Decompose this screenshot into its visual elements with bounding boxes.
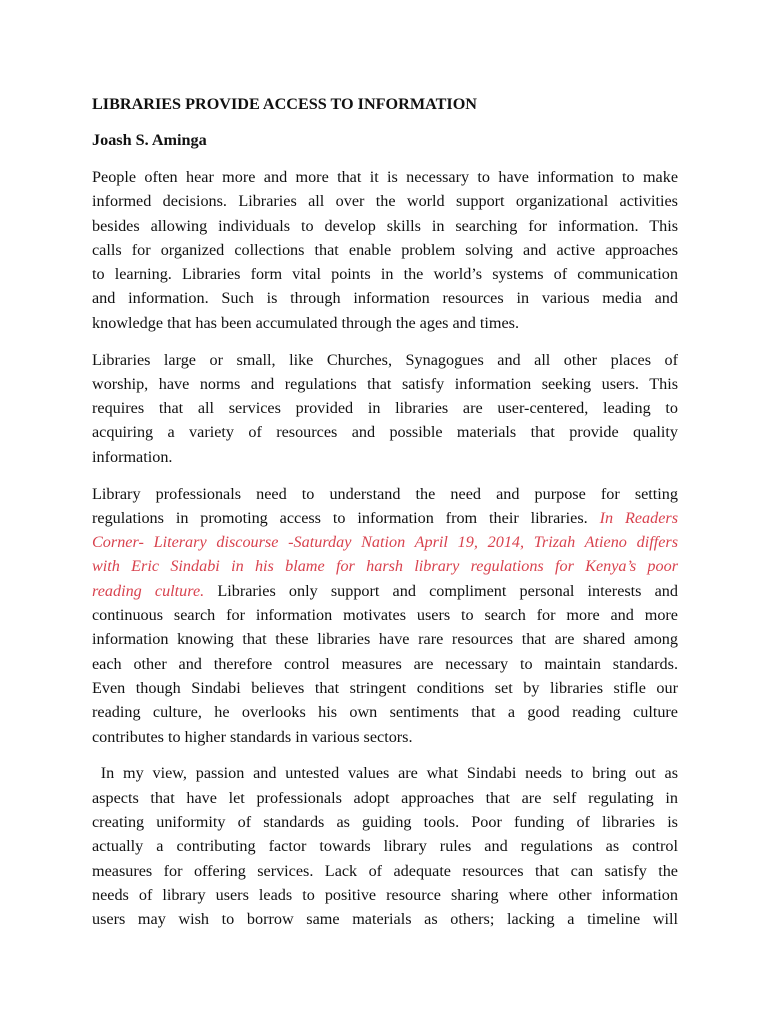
- body-text: needs of library users leads to positive resource sharing where other information: [92, 885, 678, 904]
- text-line: [92, 286, 678, 310]
- body-text: creating uniformity of standards as guiding tools. Poor funding of libraries is: [92, 812, 678, 831]
- citation-text: reading culture.: [92, 581, 205, 600]
- text-line: [92, 786, 678, 810]
- text-line: [92, 834, 678, 858]
- body-text: Even though Sindabi believes that stringent conditions set by libraries stifle our: [92, 678, 678, 697]
- document-body: [92, 165, 678, 931]
- body-text: and information. Such is through information resources in various media and: [92, 289, 678, 308]
- body-text: users may wish to borrow same materials as others; lacking a timeline will: [92, 910, 678, 929]
- text-line: [92, 579, 678, 603]
- paragraph: [92, 165, 678, 335]
- body-text: actually a contributing factor towards library rules and regulations as control: [92, 837, 678, 856]
- text-line: [92, 262, 678, 286]
- text-line: [92, 554, 678, 578]
- document-author: Joash S. Aminga: [92, 131, 207, 149]
- text-line: [92, 238, 678, 262]
- body-text: contributes to higher standards in various sectors.: [92, 727, 413, 746]
- body-text: In my view, passion and untested values are what Sindabi needs to bring out as: [92, 764, 678, 783]
- body-text: People often hear more and more that it is necessary to have information to make: [92, 168, 678, 186]
- body-text: Library professionals need to understand the need and purpose for setting: [92, 484, 678, 503]
- body-text: Libraries large or small, like Churches, Synagogues and all other places of: [92, 350, 678, 369]
- citation-text: Corner- Literary discourse -Saturday Nation April 19, 2014, Trizah Atieno differs: [92, 533, 678, 552]
- text-line: [92, 189, 678, 213]
- text-line: [92, 311, 678, 335]
- body-text: information knowing that these libraries have rare resources that are shared among: [92, 630, 678, 649]
- text-line: [92, 603, 678, 627]
- paragraph: [92, 761, 678, 931]
- text-line: [92, 165, 678, 189]
- document-title: LIBRARIES PROVIDE ACCESS TO INFORMATION: [92, 95, 477, 113]
- body-text: each other and therefore control measures are necessary to maintain standards.: [92, 654, 678, 673]
- body-text: Libraries only support and compliment personal interests and: [204, 581, 678, 600]
- body-text: reading culture, he overlooks his own sentiments that a good reading culture: [92, 703, 678, 722]
- body-text: informed decisions. Libraries all over the world support organizational activities: [92, 192, 678, 211]
- text-line: [92, 676, 678, 700]
- text-line: [92, 506, 678, 530]
- body-text: aspects that have let professionals adopt approaches that are self regulating in: [92, 788, 678, 807]
- text-line: [92, 883, 678, 907]
- text-line: [92, 810, 678, 834]
- citation-text: with Eric Sindabi in his blame for harsh library regulations for Kenya’s poor: [92, 557, 678, 576]
- document-page: [92, 92, 678, 944]
- text-line: [92, 445, 678, 469]
- body-text: measures for offering services. Lack of adequate resources that can satisfy the: [92, 861, 678, 880]
- body-text: regulations in promoting access to information from their libraries.: [92, 508, 600, 527]
- body-text: calls for organized collections that enable problem solving and active approaches: [92, 240, 678, 259]
- text-line: [92, 725, 678, 749]
- text-line: [92, 761, 678, 785]
- body-text: worship, have norms and regulations that satisfy information seeking users. This: [92, 374, 678, 393]
- body-text: information.: [92, 447, 173, 466]
- text-line: [92, 396, 678, 420]
- body-text: besides allowing individuals to develop skills in searching for information. This: [92, 216, 678, 235]
- citation-text: In Readers: [599, 508, 679, 527]
- paragraph: [92, 482, 678, 749]
- text-line: [92, 627, 678, 651]
- text-line: [92, 700, 678, 724]
- text-line: [92, 907, 678, 931]
- body-text: acquiring a variety of resources and possible materials that provide quality: [92, 423, 678, 442]
- text-line: [92, 530, 678, 554]
- body-text: knowledge that has been accumulated through the ages and times.: [92, 313, 520, 332]
- text-line: [92, 859, 678, 883]
- body-text: requires that all services provided in libraries are user-centered, leading to: [92, 399, 678, 418]
- text-line: [92, 214, 678, 238]
- text-line: [92, 348, 678, 372]
- body-text: continuous search for information motivates users to search for more and more: [92, 606, 678, 625]
- text-line: [92, 372, 678, 396]
- text-line: [92, 482, 678, 506]
- text-line: [92, 420, 678, 444]
- body-text: to learning. Libraries form vital points in the world’s systems of communication: [92, 265, 678, 284]
- text-line: [92, 652, 678, 676]
- paragraph: [92, 348, 678, 469]
